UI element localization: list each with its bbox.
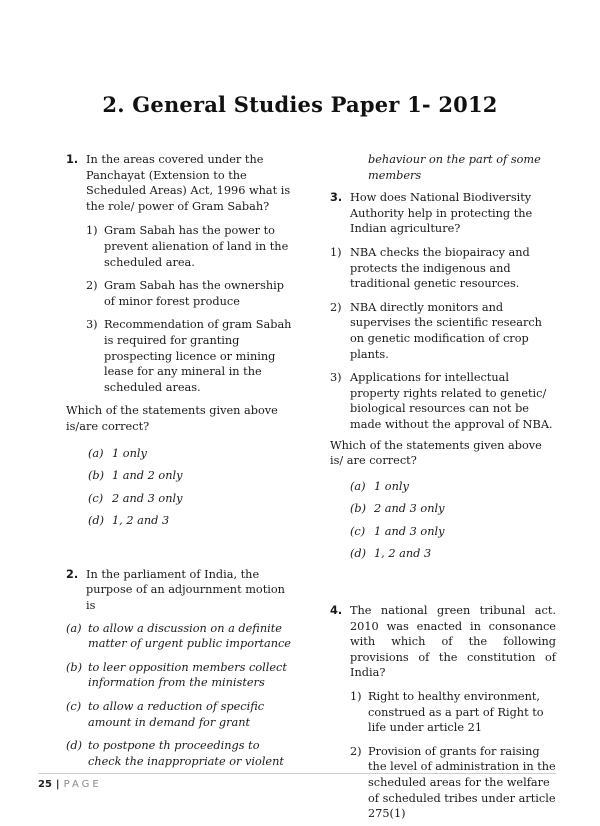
question-2 (66, 567, 292, 614)
option-text: 1 and 2 only (112, 469, 183, 483)
page-footer (38, 779, 102, 790)
option-letter: (c) (88, 491, 104, 505)
option-letter: (d) (66, 739, 83, 753)
page-label: PAGE (63, 779, 102, 790)
option-d (66, 513, 292, 529)
left-column (66, 152, 292, 769)
question-4 (330, 603, 556, 681)
option-text: 1 only (112, 446, 147, 460)
option-letter: (c) (350, 524, 366, 538)
footer-separator: | (55, 779, 60, 790)
question-3 (330, 190, 556, 237)
question-number: 1. (66, 153, 79, 166)
statement-number: 2) (330, 300, 342, 314)
question-text: How does National Biodiversity Authority help in protecting the Indian agriculture? (350, 191, 533, 236)
statement-2 (330, 300, 556, 362)
option-a (330, 479, 556, 495)
option-letter: (d) (350, 547, 367, 561)
question-prompt: Which of the statements given above is/ are correct? (330, 438, 542, 468)
statement-1 (66, 223, 292, 270)
statement-2 (330, 744, 556, 822)
option-text: to leer opposition members collect information from the ministers (88, 660, 287, 690)
statement-number: 3) (330, 371, 342, 385)
statement-number: 2) (86, 279, 98, 293)
page-title: 2. General Studies Paper 1- 2012 (102, 92, 498, 117)
statement-number: 2) (350, 744, 362, 758)
option-c (66, 491, 292, 507)
option-letter: (a) (88, 446, 104, 460)
option-b (66, 660, 292, 691)
option-text: to allow a reduction of specific amount in demand for grant (88, 700, 265, 729)
statement-number: 1) (330, 245, 342, 259)
option-c (66, 699, 292, 730)
option-text: 1, 2 and 3 (112, 514, 170, 528)
option-text: 2 and 3 only (112, 491, 183, 505)
option-letter: (b) (350, 502, 367, 516)
option-letter: (a) (350, 479, 366, 493)
statement-text: Gram Sabah has the power to prevent alienation of land in the scheduled area. (104, 224, 289, 269)
statement-3 (66, 317, 292, 395)
footer-divider (38, 773, 556, 774)
question-number: 2. (66, 567, 79, 581)
statement-number: 1) (350, 690, 362, 704)
option-c (330, 524, 556, 540)
statement-1 (330, 689, 556, 736)
statement-3 (330, 370, 556, 432)
question-prompt: Which of the statements given above is/are correct? (66, 404, 278, 433)
option-text: 1, 2 and 3 (374, 547, 432, 561)
statement-text: Applications for intellectual property rights related to genetic/ biological resources can not be made without the approval of NBA. (350, 371, 553, 431)
option-letter: (a) (66, 621, 82, 635)
statement-text: Right to healthy environment, construed as a part of Right to life under article 21 (368, 690, 544, 735)
statement-number: 3) (86, 318, 98, 332)
option-a (66, 621, 292, 652)
statement-text: NBA checks the biopairacy and protects the indigenous and traditional genetic resources. (350, 245, 530, 291)
option-letter: (b) (66, 660, 83, 674)
question-1 (66, 152, 292, 214)
question-text: The national green tribunal act. 2010 was enacted in consonance with which of the following provisions of the constitution of India? (350, 604, 556, 680)
option-text: 1 only (374, 479, 409, 493)
option-text: to postpone th proceedings to check the inappropriate or violent (88, 739, 284, 768)
question-text: In the parliament of India, the purpose of an adjournment motion is (86, 567, 285, 613)
option-d (66, 738, 292, 769)
option-text: 2 and 3 only (374, 502, 445, 516)
option-text: 1 and 3 only (374, 524, 445, 538)
option-d (330, 546, 556, 562)
option-letter: (b) (88, 469, 105, 483)
statement-text: Provision of grants for raising the level of administration in the scheduled areas for the welfare of scheduled tribes under article 275(1) (368, 744, 556, 821)
statement-number: 1) (86, 224, 98, 238)
option-continuation: behaviour on the part of some members (368, 153, 541, 182)
option-letter: (c) (66, 700, 82, 714)
option-text: to allow a discussion on a definite matter of urgent public importance (88, 621, 291, 651)
question-number: 3. (330, 191, 343, 205)
statement-text: NBA directly monitors and supervises the scientific research on genetic modification of crop plants. (350, 300, 542, 361)
question-number: 4. (330, 604, 343, 618)
option-a (66, 446, 292, 462)
option-letter: (d) (88, 514, 105, 528)
option-b (66, 468, 292, 484)
statement-text: Recommendation of gram Sabah is required for granting prospecting licence or mining lease for any mineral in the scheduled areas. (104, 318, 292, 394)
statement-1 (330, 245, 556, 292)
page-number: 25 (38, 779, 52, 790)
right-column (330, 152, 556, 822)
question-text: In the areas covered under the Panchayat (Extension to the Scheduled Areas) Act, 1996 what is the role/ power of Gram Sabah? (86, 153, 291, 213)
option-b (330, 501, 556, 517)
statement-2 (66, 278, 292, 309)
statement-text: Gram Sabah has the ownership of minor forest produce (104, 279, 285, 308)
